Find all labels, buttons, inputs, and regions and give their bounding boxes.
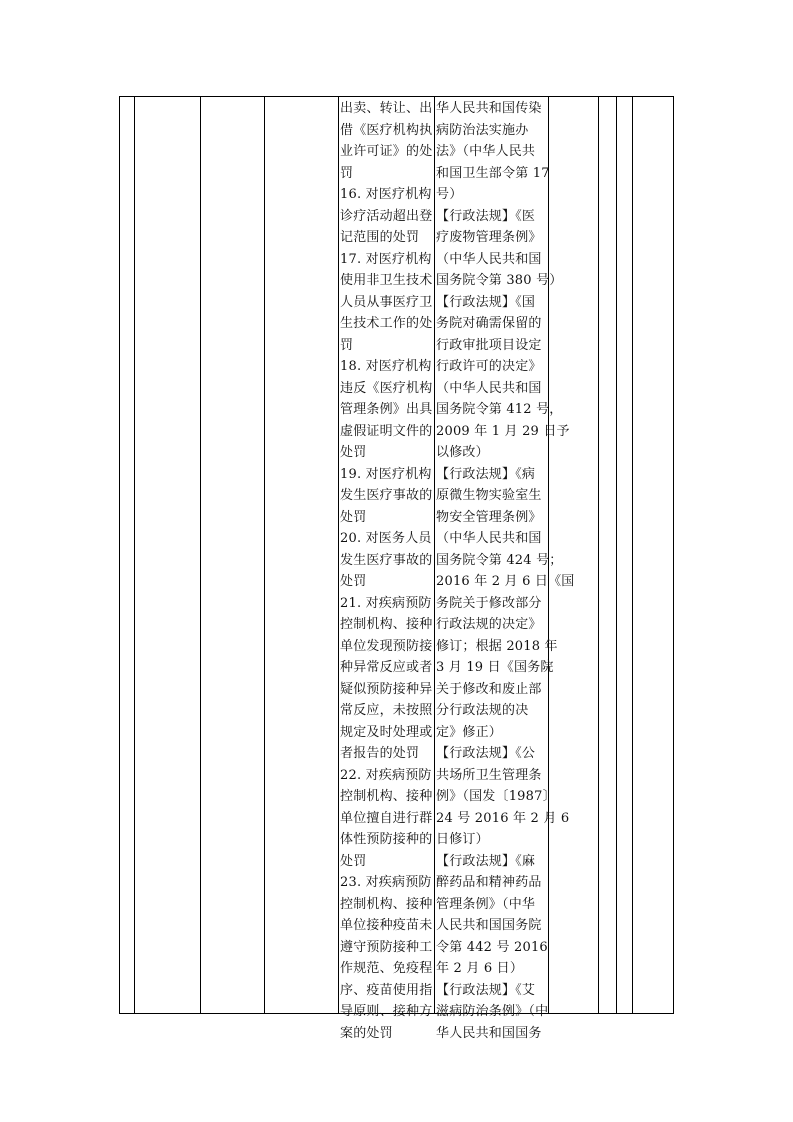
penalty-item-line: 17. 对医疗机构	[340, 251, 432, 267]
column-divider	[200, 97, 201, 1013]
penalty-item-line: 21. 对疾病预防	[340, 595, 432, 611]
penalty-item-line: 管理条例》出具	[340, 402, 433, 417]
legal-basis-line: 滋病防治条例》（中	[436, 1004, 549, 1019]
penalty-item-line: 20. 对医务人员	[340, 531, 432, 546]
legal-basis-line: （中华人民共和国	[436, 380, 542, 396]
legal-basis-line: 共场所卫生管理条	[436, 767, 542, 783]
legal-basis-line: 分行政法规的决	[436, 703, 529, 718]
penalty-item-line: 使用非卫生技术	[340, 273, 433, 288]
penalty-item-line: 体性预防接种的	[340, 832, 433, 847]
legal-basis-line: 令第 442 号 2016	[436, 939, 548, 955]
legal-basis-line: 号）	[436, 187, 463, 202]
legal-basis-line: （中华人民共和国	[436, 531, 542, 546]
legal-basis-line: 【行政法规】《医	[436, 208, 536, 224]
penalty-item-line: 罚	[340, 165, 354, 181]
legal-basis-line: 国务院令第 412 号，	[436, 402, 563, 417]
penalty-item-line: 控制机构、接种	[340, 896, 433, 912]
legal-basis-line: 国务院令第 380 号）	[436, 273, 563, 288]
legal-basis-line: 疗废物管理条例》	[436, 230, 542, 245]
legal-basis-line: 和国卫生部令第 17	[436, 165, 550, 181]
penalty-item-line: 记范围的处罚	[340, 230, 420, 245]
penalty-item-line: 种异常反应或者	[340, 660, 433, 675]
penalty-item-line: 疑似预防接种异	[340, 681, 433, 697]
legal-basis-line: 国务院令第 424 号；	[436, 552, 563, 568]
penalty-item-line: 罚	[340, 337, 354, 353]
penalty-item-line: 18. 对医疗机构	[340, 359, 432, 374]
legal-basis-line: 醉药品和精神药品	[436, 875, 542, 890]
column-divider	[338, 97, 339, 1013]
legal-basis-line: 行政许可的决定》	[436, 359, 542, 374]
legal-basis-line: 2016 年 2 月 6 日《国	[436, 574, 575, 589]
legal-basis-line: 【行政法规】《麻	[436, 853, 536, 869]
legal-basis-line: 年 2 月 6 日）	[436, 961, 524, 976]
penalty-item-line: 违反《医疗机构	[340, 380, 433, 396]
penalty-item-line: 者报告的处罚	[340, 746, 420, 761]
penalty-item-line: 处罚	[340, 509, 367, 525]
legal-basis-line: 定》修正）	[436, 724, 503, 740]
legal-basis-line: 【行政法规】《国	[436, 294, 536, 310]
legal-basis-line: 关于修改和废止部	[436, 681, 542, 697]
penalty-item-line: 控制机构、接种	[340, 617, 433, 632]
column-divider	[598, 97, 599, 1013]
legal-basis-line: 日修订）	[436, 832, 489, 847]
penalty-item-line: 单位接种疫苗未	[340, 918, 433, 933]
penalty-item-line: 序、疫苗使用指	[340, 982, 433, 998]
penalty-item-line: 诊疗活动超出登	[340, 208, 433, 224]
penalty-item-line: 规定及时处理或	[340, 724, 433, 740]
penalty-item-line: 案的处罚	[340, 1025, 393, 1041]
legal-basis-line: 行政法规的决定》	[436, 617, 542, 632]
penalty-item-line: 处罚	[340, 853, 367, 869]
penalty-item-line: 处罚	[340, 574, 367, 589]
legal-basis-line: 物安全管理条例》	[436, 509, 542, 525]
penalty-item-line: 生技术工作的处	[340, 316, 433, 331]
penalty-item-line: 16. 对医疗机构	[340, 187, 432, 202]
legal-basis-cell	[436, 97, 575, 1044]
legal-basis-line: 2009 年 1 月 29 日予	[436, 423, 570, 439]
penalty-item-line: 22. 对疾病预防	[340, 767, 432, 783]
penalty-item-line: 虚假证明文件的	[340, 423, 433, 439]
legal-basis-line: 华人民共和国传染	[436, 101, 542, 116]
column-divider	[616, 97, 617, 1013]
legal-basis-line: 原微生物实验室生	[436, 488, 542, 503]
legal-basis-line: 法》（中华人民共	[436, 144, 536, 159]
legal-basis-line: 【行政法规】《公	[436, 746, 536, 761]
penalty-item-line: 出卖、转让、出	[340, 101, 433, 116]
penalty-item-line: 单位擅自进行群	[340, 810, 433, 826]
penalty-item-line: 遵守预防接种工	[340, 939, 433, 955]
penalty-item-line: 19. 对医疗机构	[340, 466, 432, 482]
penalty-item-line: 作规范、免疫程	[340, 961, 433, 976]
penalty-item-line: 单位发现预防接	[340, 638, 433, 654]
penalty-item-line: 处罚	[340, 445, 367, 460]
legal-basis-line: 病防治法实施办	[436, 122, 529, 138]
legal-basis-line: 人民共和国国务院	[436, 918, 542, 933]
legal-basis-line: 以修改）	[436, 445, 489, 460]
penalty-item-line: 人员从事医疗卫	[340, 294, 433, 310]
legal-basis-line: 管理条例》（中华	[436, 896, 536, 912]
legal-basis-line: 务院对确需保留的	[436, 316, 542, 331]
penalty-item-line: 常反应，未按照	[340, 703, 433, 718]
penalty-item-line: 借《医疗机构执	[340, 122, 433, 138]
legal-basis-line: 行政审批项目设定	[436, 337, 542, 353]
regulation-table	[119, 96, 674, 1041]
legal-basis-line: 修订；根据 2018 年	[436, 638, 558, 654]
penalty-items-cell	[340, 97, 436, 1044]
legal-basis-line: 华人民共和国国务	[436, 1025, 542, 1041]
legal-basis-line: 务院关于修改部分	[436, 595, 542, 611]
legal-basis-line: 3 月 19 日《国务院	[436, 660, 554, 675]
column-divider	[632, 97, 633, 1013]
penalty-item-line: 业许可证》的处	[340, 144, 433, 159]
column-divider	[264, 97, 265, 1013]
penalty-item-line: 控制机构、接种	[340, 789, 433, 804]
column-divider	[134, 97, 135, 1013]
legal-basis-line: （中华人民共和国	[436, 251, 542, 267]
penalty-item-line: 导原则、接种方	[340, 1004, 433, 1019]
legal-basis-line: 【行政法规】《病	[436, 466, 536, 482]
legal-basis-line: 例》（国发〔1987〕	[436, 789, 556, 804]
penalty-item-line: 发生医疗事故的	[340, 552, 433, 568]
legal-basis-line: 24 号 2016 年 2 月 6	[436, 810, 570, 826]
penalty-item-line: 23. 对疾病预防	[340, 875, 432, 890]
legal-basis-line: 【行政法规】《艾	[436, 982, 536, 998]
penalty-item-line: 发生医疗事故的	[340, 488, 433, 503]
